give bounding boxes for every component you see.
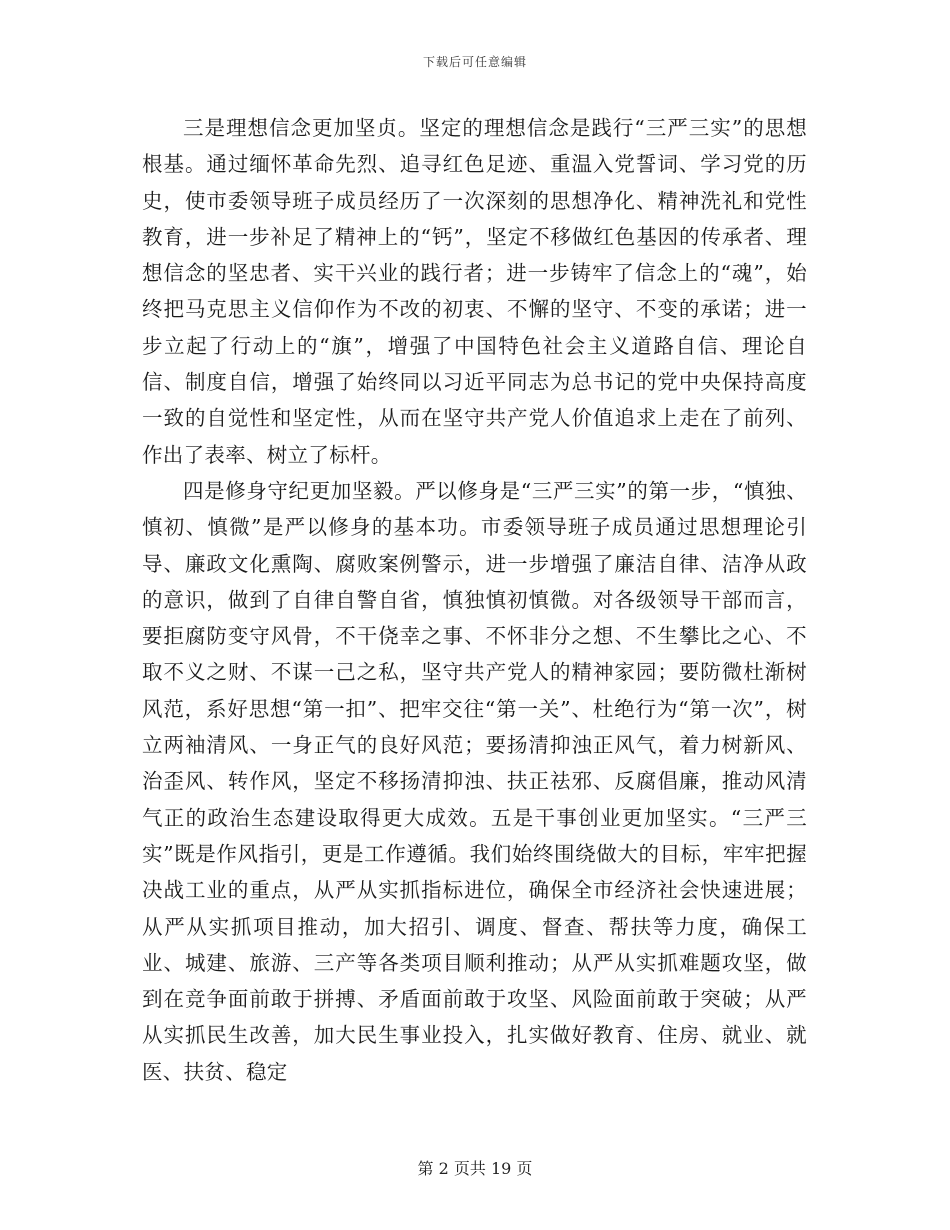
page-number: 第 2 页共 19 页 [417, 1159, 533, 1178]
document-body [142, 110, 807, 1090]
page-header: 下载后可任意编辑 [422, 55, 527, 69]
paragraph-ideals: 三是理想信念更加坚贞。坚定的理想信念是践行“三严三实”的思想根基。通过缅怀革命先烈、追寻红色足迹、重温入党誓词、学习党的历史，使市委领导班子成员经历了一次深刻的思想净化、精神洗礼和党性教育，进一步补足了精神上的“钙”，坚定不移做红色基因的传承者、理想信念的坚忠者、实干兴业的践行者；进一步铸牢了信念上的“魂”，始终把马克思主义信仰作为不改的初衷、不懈的坚守、不变的承诺；进一步立起了行动上的“旗”，增强了中国特色社会主义道路自信、理论自信、制度自信，增强了始终同以习近平同志为总书记的党中央保持高度一致的自觉性和坚定性，从而在坚守共产党人价值追求上走在了前列、作出了表率、树立了标杆。 [142, 116, 807, 467]
paragraph-self-discipline: 四是修身守纪更加坚毅。严以修身是“三严三实”的第一步，“慎独、慎初、慎微”是严以修身的基本功。市委领导班子成员通过思想理论引导、廉政文化熏陶、腐败案例警示，进一步增强了廉洁自律、洁净从政的意识，做到了自律自警自省，慎独慎初慎微。对各级领导干部而言，要拒腐防变守风骨，不干侥幸之事、不怀非分之想、不生攀比之心、不取不义之财、不谋一己之私，坚守共产党人的精神家园；要防微杜渐树风范，系好思想“第一扣”、把牢交往“第一关”、杜绝行为“第一次”，树立两袖清风、一身正气的良好风范；要扬清抑浊正风气，着力树新风、治歪风、转作风，坚定不移扬清抑浊、扶正祛邪、反腐倡廉，推动风清气正的政治生态建设取得更大成效。五是干事创业更加坚实。“三严三实”既是作风指引，更是工作遵循。我们始终围绕做大的目标，牢牢把握决战工业的重点，从严从实抓指标进位，确保全市经济社会快速进展；从严从实抓项目推动，加大招引、调度、督查、帮扶等力度，确保工业、城建、旅游、三产等各类项目顺利推动；从严从实抓难题攻坚，做到在竞争面前敢于拼搏、矛盾面前敢于攻坚、风险面前敢于突破；从严从实抓民生改善，加大民生事业投入，扎实做好教育、住房、就业、就医、扶贫、稳定 [142, 478, 807, 1084]
